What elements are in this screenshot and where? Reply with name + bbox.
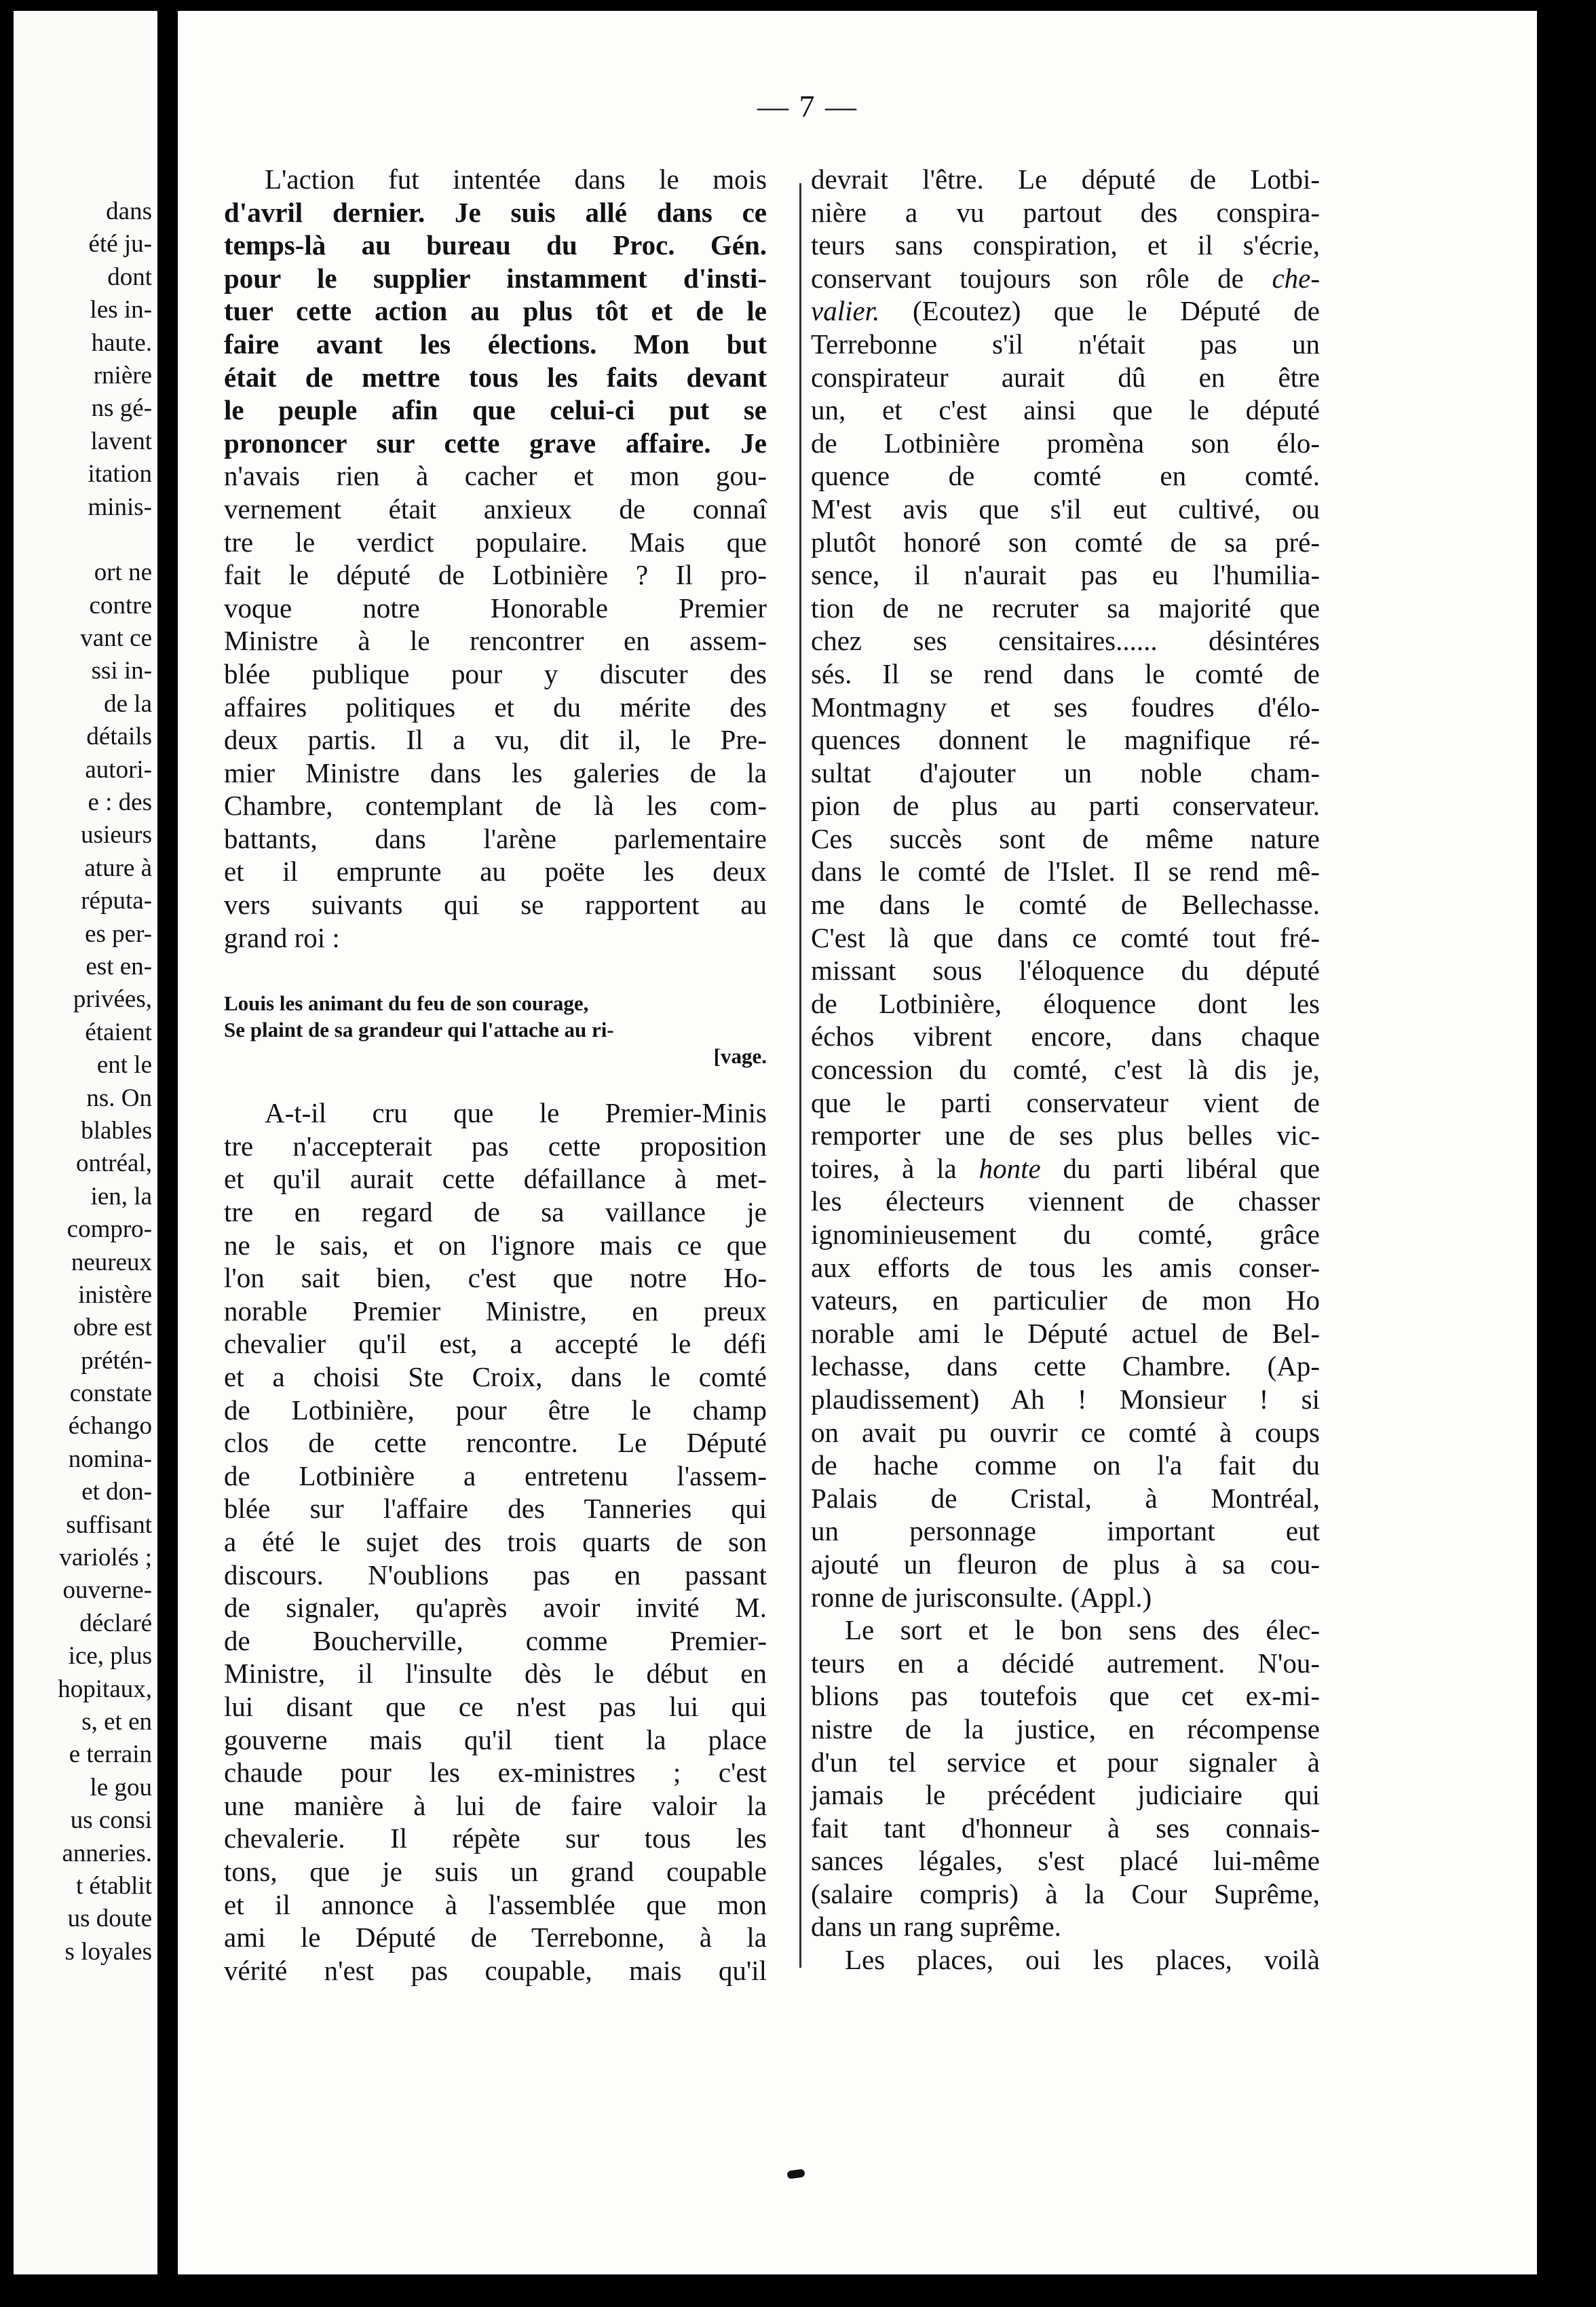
- fragment-line: détails: [86, 723, 152, 751]
- text-line: sence, il n'aurait pas eu l'humilia-: [811, 559, 1320, 591]
- facing-page: [14, 11, 157, 2274]
- fragment-line: est en-: [86, 952, 152, 980]
- text-line: norable Premier Ministre, en preux: [224, 1295, 767, 1327]
- fragment-line: lavent: [90, 427, 152, 455]
- text-line: n'avais rien à cacher et mon gou-: [224, 460, 767, 492]
- fragment-line: blables: [81, 1116, 152, 1145]
- fragment-line: ort ne: [94, 558, 152, 587]
- fragment-line: déclaré: [79, 1609, 152, 1637]
- text-line: Terrebonne s'il n'était pas un: [811, 328, 1320, 360]
- paragraph: [224, 163, 767, 954]
- text-line: teurs en a décidé autrement. N'ou-: [811, 1647, 1320, 1679]
- text-line: A-t-il cru que le Premier-Minis: [265, 1097, 767, 1129]
- text-line: blée publique pour y discuter des: [224, 657, 767, 689]
- text-line: devrait l'être. Le député de Lotbi-: [811, 164, 1320, 195]
- text-line: un, et c'est ainsi que le député: [811, 394, 1320, 426]
- fragment-line: usieurs: [81, 821, 152, 850]
- text-line: vernement était anxieux de connaî: [224, 493, 767, 525]
- fragment-line: vant ce: [80, 624, 152, 653]
- text-line: tre le verdict populaire. Mais que: [224, 526, 767, 558]
- fragment-line: nomina-: [68, 1445, 152, 1473]
- fragment-line: us consi: [70, 1806, 152, 1835]
- fragment-line: obre est: [73, 1314, 152, 1342]
- fragment-line: ien, la: [90, 1182, 152, 1210]
- paragraph: [811, 1614, 1320, 1943]
- text-line: de Lotbinière, pour être le champ: [224, 1394, 767, 1426]
- text-line: tre n'accepterait pas cette proposition: [224, 1130, 767, 1162]
- paragraph: [811, 163, 1320, 1614]
- text-column-right: [811, 163, 1320, 1977]
- text-line: et qu'il aurait cette défaillance à met-: [224, 1163, 767, 1195]
- text-line: dans un rang suprême.: [811, 1911, 1061, 1943]
- text-line: battants, dans l'arène parlementaire: [224, 822, 767, 854]
- text-line: ne le sais, et on l'ignore mais ce que: [224, 1229, 767, 1261]
- fragment-line: ns gé-: [91, 394, 152, 423]
- text-line: L'action fut intentée dans le mois: [265, 164, 767, 195]
- text-line: conspirateur aurait dû en être: [811, 361, 1320, 393]
- text-line: clos de cette rencontre. Le Député: [224, 1427, 767, 1459]
- fragment-line: ouverne-: [62, 1576, 152, 1605]
- text-line: lui disant que ce n'est pas lui qui: [224, 1690, 767, 1722]
- text-line: temps-là au bureau du Proc. Gén.: [224, 229, 767, 261]
- text-line: M'est avis que s'il eut cultivé, ou: [811, 493, 1320, 525]
- text-line: que le parti conservateur vient de: [811, 1086, 1320, 1118]
- fragment-line: ns. On: [86, 1084, 152, 1112]
- text-line: dans le comté de l'Islet. Il se rend mê-: [811, 856, 1320, 888]
- fragment-line: le gou: [90, 1773, 152, 1801]
- text-line: de Boucherville, comme Premier-: [224, 1624, 767, 1656]
- text-line: tuer cette action au plus tôt et de le: [224, 295, 767, 327]
- text-line: ignominieusement du comté, grâce: [811, 1219, 1320, 1250]
- fragment-line: hopitaux,: [58, 1675, 152, 1703]
- text-line: valier. (Ecoutez) que le Député de: [811, 295, 1320, 327]
- scan-border-bottom: [0, 2274, 1596, 2307]
- fragment-line: ssi in-: [91, 657, 152, 685]
- text-line: de signaler, qu'après avoir invité M.: [224, 1592, 767, 1624]
- paragraph: [811, 1943, 1320, 1977]
- fragment-line: privées,: [73, 985, 152, 1014]
- text-line: sés. Il se rend dans le comté de: [811, 657, 1320, 689]
- page-number: — 7 —: [757, 89, 858, 123]
- text-line: le peuple afin que celui-ci put se: [224, 394, 767, 426]
- text-line: plaudissement) Ah ! Monsieur ! si: [811, 1383, 1320, 1415]
- text-line: (salaire compris) à la Cour Suprême,: [811, 1877, 1320, 1909]
- text-line: remporter une de ses plus belles vic-: [811, 1120, 1320, 1151]
- text-line: lechasse, dans cette Chambre. (Ap-: [811, 1350, 1320, 1382]
- text-line: chevalerie. Il répète sur tous les: [224, 1823, 767, 1854]
- text-line: les électeurs viennent de chasser: [811, 1185, 1320, 1217]
- text-line: nière a vu partout des conspira-: [811, 196, 1320, 228]
- text-line: grand roi :: [224, 921, 340, 953]
- fragment-line: constate: [69, 1379, 152, 1408]
- facing-page-text-fragment: [14, 195, 152, 1968]
- text-line: échos vibrent encore, dans chaque: [811, 1021, 1320, 1052]
- text-line: voque notre Honorable Premier: [224, 592, 767, 624]
- text-line: de Lotbinière a entretenu l'assem-: [224, 1460, 767, 1491]
- text-line: vateurs, en particulier de mon Ho: [811, 1284, 1320, 1316]
- verse-line: Louis les animant du feu de son courage,: [224, 991, 589, 1016]
- text-line: et il emprunte au poëte les deux: [224, 856, 767, 888]
- text-line: Le sort et le bon sens des élec-: [845, 1614, 1320, 1646]
- text-line: aux efforts de tous les amis conser-: [811, 1251, 1320, 1283]
- fragment-line: e terrain: [69, 1740, 152, 1769]
- text-line: faire avant les élections. Mon but: [224, 328, 767, 360]
- text-line: tion de ne recruter sa majorité que: [811, 592, 1320, 624]
- text-line: de Lotbinière promèna son élo-: [811, 427, 1320, 459]
- fragment-line: les in-: [90, 296, 152, 324]
- fragment-line: s, et en: [81, 1707, 152, 1736]
- text-line: a été le sujet des trois quarts de son: [224, 1525, 767, 1557]
- fragment-line: neureux: [71, 1248, 152, 1276]
- verse-quotation: [224, 990, 767, 1069]
- fragment-line: minis-: [88, 493, 152, 521]
- text-line: concession du comté, c'est là dis je,: [811, 1054, 1320, 1086]
- text-line: une manière à lui de faire valoir la: [224, 1789, 767, 1821]
- text-line: conservant toujours son rôle de che-: [811, 262, 1320, 294]
- text-line: fait tant d'honneur à ses connais-: [811, 1812, 1320, 1844]
- text-line: ajouté un fleuron de plus à sa cou-: [811, 1548, 1320, 1580]
- text-line: deux partis. Il a vu, dit il, le Pre-: [224, 724, 767, 756]
- text-line: Ces succès sont de même nature: [811, 822, 1320, 854]
- fragment-line: ice, plus: [68, 1642, 152, 1671]
- fragment-line: autori-: [85, 755, 152, 784]
- fragment-line: haute.: [91, 328, 152, 357]
- fragment-line: et don-: [81, 1478, 152, 1506]
- text-line: vérité n'est pas coupable, mais qu'il: [224, 1954, 767, 1986]
- text-line: gouverne mais qu'il tient la place: [224, 1723, 767, 1755]
- fragment-line: es per-: [85, 919, 152, 948]
- fragment-line: contre: [89, 591, 152, 619]
- text-line: Ministre à le rencontrer en assem-: [224, 625, 767, 657]
- text-line: sultat d'ajouter un noble cham-: [811, 757, 1320, 788]
- fragment-line: t établit: [76, 1871, 152, 1900]
- text-line: mier Ministre dans les galeries de la: [224, 757, 767, 788]
- text-line: Les places, oui les places, voilà: [845, 1944, 1320, 1976]
- text-line: chaude pour les ex-ministres ; c'est: [224, 1757, 767, 1789]
- text-line: ami le Député de Terrebonne, à la: [224, 1922, 767, 1953]
- fragment-line: dont: [107, 263, 152, 291]
- verse-line: Se plaint de sa grandeur qui l'attache au ri-: [224, 1018, 614, 1042]
- fragment-line: été ju-: [88, 230, 152, 259]
- text-line: me dans le comté de Bellechasse.: [811, 889, 1320, 921]
- fragment-line: de la: [104, 689, 152, 718]
- text-line: d'un tel service et pour signaler à: [811, 1746, 1320, 1778]
- fragment-line: e : des: [88, 788, 152, 817]
- book-binding: [157, 0, 178, 2307]
- text-line: ronne de jurisconsulte. (Appl.): [811, 1581, 1152, 1613]
- text-line: fait le député de Lotbinière ? Il pro-: [224, 559, 767, 591]
- text-line: sances légales, s'est placé lui-même: [811, 1845, 1320, 1877]
- text-line: de Lotbinière, éloquence dont les: [811, 987, 1320, 1019]
- fragment-line: [14, 524, 152, 556]
- fragment-line: ontréal,: [76, 1149, 152, 1178]
- fragment-line: dans: [106, 197, 152, 225]
- text-line: Chambre, contemplant de là les com-: [224, 790, 767, 822]
- fragment-line: us doute: [67, 1905, 152, 1933]
- fragment-line: prétén-: [81, 1346, 152, 1375]
- text-line: pion de plus au parti conservateur.: [811, 790, 1320, 822]
- text-line: Montmagny et ses foudres d'élo-: [811, 691, 1320, 723]
- text-line: de hache comme on l'a fait du: [811, 1449, 1320, 1481]
- text-line: nistre de la justice, en récompense: [811, 1713, 1320, 1744]
- text-line: discours. N'oublions pas en passant: [224, 1559, 767, 1590]
- text-line: norable ami le Député actuel de Bel-: [811, 1317, 1320, 1349]
- fragment-line: échango: [68, 1412, 152, 1441]
- text-line: et a choisi Ste Croix, dans le comté: [224, 1361, 767, 1392]
- text-line: tre en regard de sa vaillance je: [224, 1196, 767, 1228]
- fragment-line: anneries.: [62, 1839, 152, 1867]
- scan-border-top: [0, 0, 1596, 11]
- text-line: vers suivants qui se rapportent au: [224, 889, 767, 921]
- verse-line: [vage.: [713, 1044, 767, 1069]
- fragment-line: itation: [88, 460, 152, 489]
- text-line: chez ses censitaires...... désintéres: [811, 625, 1320, 657]
- text-line: jamais le précédent judiciaire qui: [811, 1779, 1320, 1811]
- text-line: prononcer sur cette grave affaire. Je: [224, 427, 767, 459]
- text-line: on avait pu ouvrir ce comté à coups: [811, 1416, 1320, 1448]
- fragment-line: ent le: [96, 1051, 152, 1080]
- text-line: chevalier qu'il est, a accepté le défi: [224, 1328, 767, 1360]
- text-line: toires, à la honte du parti libéral que: [811, 1152, 1320, 1184]
- text-column-left: [224, 163, 767, 1987]
- fragment-line: étaient: [85, 1018, 152, 1046]
- text-line: missant sous l'éloquence du député: [811, 955, 1320, 987]
- fragment-line: réputa-: [81, 887, 152, 915]
- paragraph: [224, 1097, 767, 1987]
- column-divider: [799, 183, 801, 1968]
- text-line: blée sur l'affaire des Tanneries qui: [224, 1493, 767, 1525]
- scan-border-left: [0, 0, 14, 2307]
- text-line: C'est là que dans ce comté tout fré-: [811, 921, 1320, 953]
- fragment-line: compro-: [66, 1215, 152, 1244]
- fragment-line: rnière: [93, 361, 152, 389]
- text-line: plutôt honoré son comté de sa pré-: [811, 526, 1320, 558]
- text-line: Ministre, il l'insulte dès le début en: [224, 1658, 767, 1690]
- text-line: l'on sait bien, c'est que notre Ho-: [224, 1262, 767, 1294]
- text-line: Palais de Cristal, à Montréal,: [811, 1482, 1320, 1514]
- text-line: et il annonce à l'assemblée que mon: [224, 1888, 767, 1920]
- fragment-line: s loyales: [64, 1937, 152, 1966]
- text-line: quence de comté en comté.: [811, 460, 1320, 492]
- text-line: d'avril dernier. Je suis allé dans ce: [224, 196, 767, 228]
- text-line: teurs sans conspiration, et il s'écrie,: [811, 229, 1320, 261]
- fragment-line: inistère: [78, 1280, 152, 1309]
- fragment-line: ature à: [84, 854, 152, 882]
- text-line: quences donnent le magnifique ré-: [811, 724, 1320, 756]
- scan-border-right: [1537, 0, 1596, 2307]
- text-line: un personnage important eut: [811, 1515, 1320, 1547]
- text-line: blions pas toutefois que cet ex-mi-: [811, 1680, 1320, 1712]
- text-line: était de mettre tous les faits devant: [224, 361, 767, 393]
- text-line: affaires politiques et du mérite des: [224, 691, 767, 723]
- text-line: tons, que je suis un grand coupable: [224, 1855, 767, 1887]
- fragment-line: suffisant: [66, 1510, 152, 1539]
- fragment-line: variolés ;: [59, 1544, 152, 1572]
- text-line: pour le supplier instamment d'insti-: [224, 262, 767, 294]
